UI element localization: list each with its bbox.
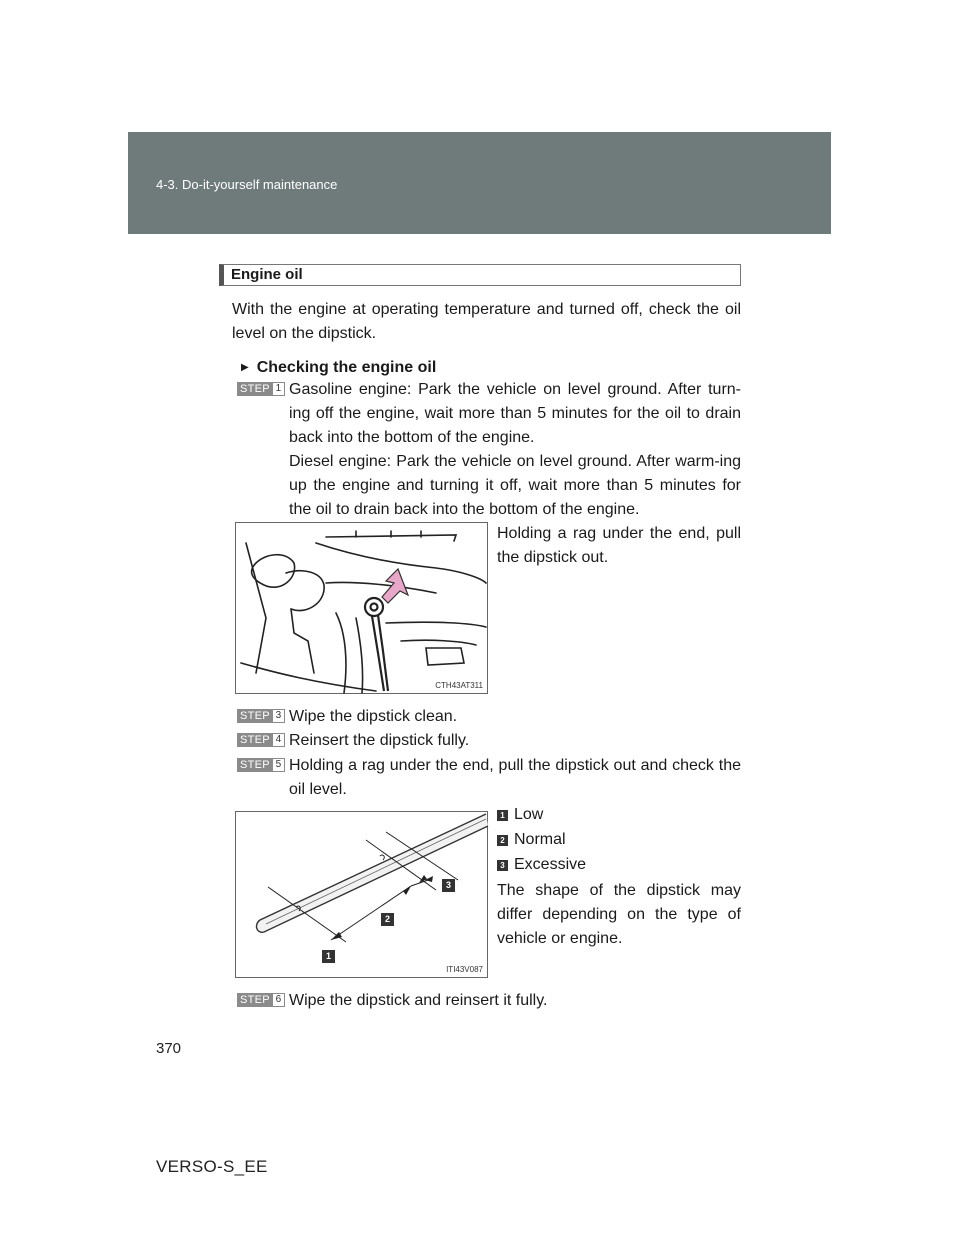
- step-label: STEP: [240, 383, 270, 395]
- callout-1: 1: [497, 810, 508, 821]
- up-arrow-icon: [382, 569, 408, 603]
- step-badge-3: [237, 709, 285, 723]
- callout-normal: 2: [381, 913, 394, 926]
- intro-paragraph: With the engine at operating temperature and turned off, check the oil level on the dipstick.: [232, 301, 741, 342]
- triangle-bullet-icon: ▶: [241, 362, 249, 373]
- dipstick-illustration: [236, 812, 489, 979]
- legend-label: Normal: [514, 831, 566, 848]
- step-1-text: Gasoline engine: Park the vehicle on level ground. After turn-ing off the engine, wait more than 5 minutes for the oil to drain back into the bottom of the engine.: [289, 381, 741, 446]
- step-6-text: Wipe the dipstick and reinsert it fully.: [289, 992, 548, 1009]
- step-number: 6: [273, 994, 284, 1006]
- step-label: STEP: [240, 734, 270, 746]
- step-number: 3: [273, 710, 284, 722]
- callout-excessive: 3: [442, 879, 455, 892]
- step-badge-5: [237, 758, 285, 772]
- step-number: 5: [273, 759, 284, 771]
- step-5-text: Holding a rag under the end, pull the dipstick out and check the oil level.: [289, 757, 741, 798]
- legend-normal: [497, 831, 566, 849]
- section-heading: Engine oil: [219, 264, 741, 286]
- engine-bay-illustration: [236, 523, 489, 695]
- step-number: 1: [273, 383, 284, 395]
- step-number: 4: [273, 734, 284, 746]
- step-2-text: Holding a rag under the end, pull the dipstick out.: [497, 525, 741, 566]
- legend-note: The shape of the dipstick may differ depending on the type of vehicle or engine.: [497, 882, 741, 947]
- step-label: STEP: [240, 994, 270, 1006]
- breadcrumb: 4-3. Do-it-yourself maintenance: [156, 177, 338, 192]
- step-1-text-diesel: Diesel engine: Park the vehicle on level ground. After warm-ing up the engine and turning it off, wait more than 5 minutes for the oil to drain back into the bottom of the engine.: [289, 453, 741, 518]
- step-badge-6: [237, 993, 285, 1007]
- engine-bay-figure: [235, 522, 488, 694]
- subheading-text: Checking the engine oil: [256, 359, 437, 376]
- legend-label: Excessive: [514, 856, 587, 873]
- step-label: STEP: [240, 759, 270, 771]
- figure-code: CTH43AT311: [435, 681, 483, 690]
- callout-low: 1: [322, 950, 335, 963]
- dipstick-figure: [235, 811, 488, 978]
- callout-2: 2: [497, 835, 508, 846]
- page-number: 370: [156, 1040, 182, 1057]
- step-badge-4: [237, 733, 285, 747]
- callout-3: 3: [497, 860, 508, 871]
- step-label: STEP: [240, 710, 270, 722]
- model-code: VERSO-S_EE: [156, 1157, 268, 1176]
- legend-excessive: [497, 856, 586, 874]
- step-4-text: Reinsert the dipstick fully.: [289, 732, 470, 749]
- step-badge-1: [237, 382, 285, 396]
- step-3-text: Wipe the dipstick clean.: [289, 708, 458, 725]
- figure-code: ITI43V087: [446, 965, 483, 974]
- legend-label: Low: [514, 806, 544, 823]
- legend-low: [497, 806, 543, 824]
